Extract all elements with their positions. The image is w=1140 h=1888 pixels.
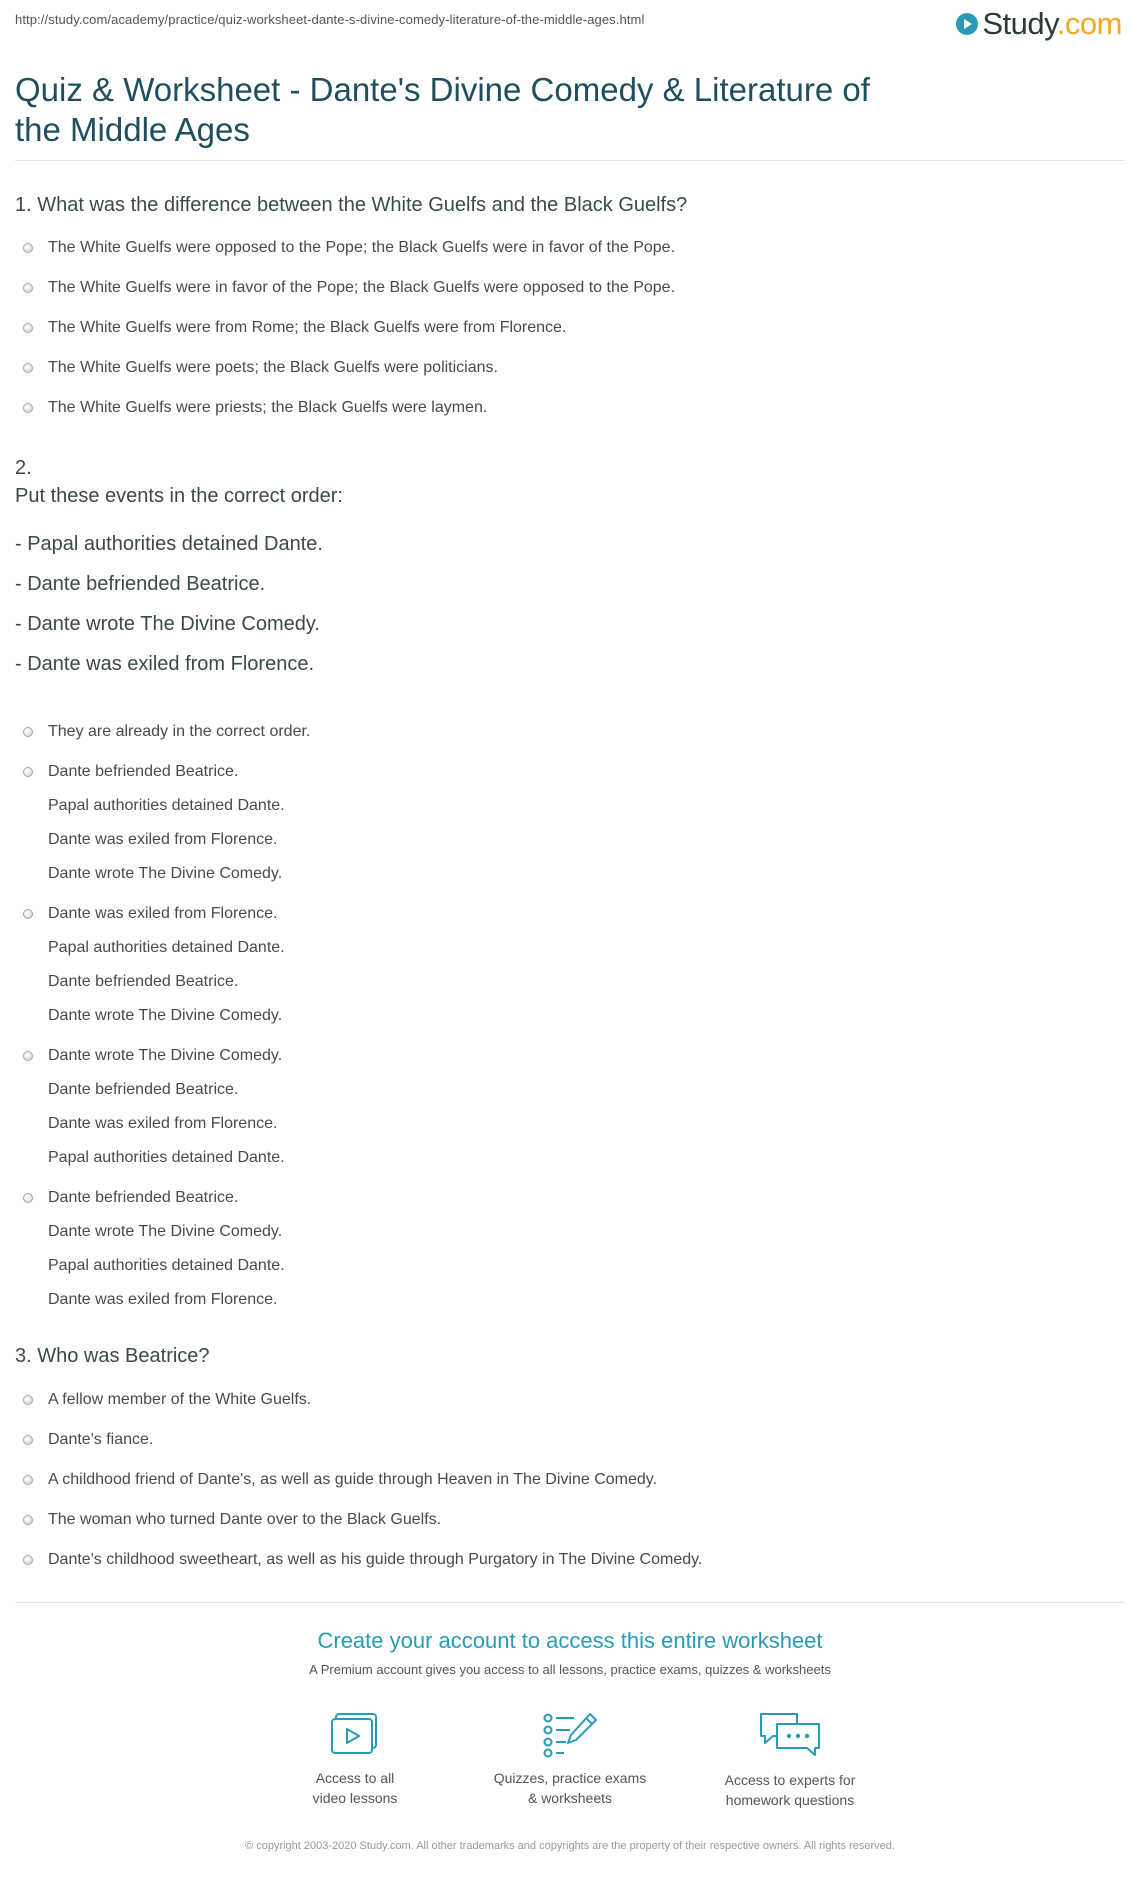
answer-option[interactable] bbox=[15, 1470, 1125, 1490]
answer-option[interactable] bbox=[15, 722, 1125, 742]
answer-option[interactable] bbox=[15, 238, 1125, 258]
divider bbox=[15, 160, 1125, 161]
answer-option[interactable] bbox=[15, 278, 1125, 298]
answer-option[interactable] bbox=[15, 1046, 1125, 1168]
option-line: Dante was exiled from Florence. bbox=[48, 831, 278, 848]
option-line: Dante was exiled from Florence. bbox=[48, 1291, 278, 1308]
feature-label: Access to all video lessons bbox=[312, 1770, 398, 1806]
question-3 bbox=[15, 1345, 210, 1368]
question-event: - Papal authorities detained Dante. bbox=[15, 533, 323, 555]
radio-button-icon[interactable] bbox=[23, 403, 33, 413]
option-line: Dante was exiled from Florence. bbox=[48, 1115, 278, 1132]
question-number: 1. bbox=[15, 194, 32, 216]
question-event: - Dante befriended Beatrice. bbox=[15, 573, 266, 595]
page-title: Quiz & Worksheet - Dante's Divine Comedy & Literature of the Middle Ages bbox=[15, 71, 870, 148]
question-1 bbox=[15, 194, 687, 217]
radio-button-icon[interactable] bbox=[23, 909, 33, 919]
copyright bbox=[0, 1838, 1140, 1855]
option-line: Dante wrote The Divine Comedy. bbox=[48, 1223, 283, 1240]
answer-option[interactable] bbox=[15, 904, 1125, 1026]
question-number: 3. bbox=[15, 1345, 32, 1367]
radio-button-icon[interactable] bbox=[23, 1395, 33, 1405]
feature-label: Quizzes, practice exams & worksheets bbox=[493, 1770, 647, 1806]
option-text: A fellow member of the White Guelfs. bbox=[48, 1391, 312, 1408]
video-lesson-icon bbox=[328, 1710, 382, 1758]
answer-option[interactable] bbox=[15, 1430, 1125, 1450]
page-url: http://study.com/academy/practice/quiz-worksheet-dante-s-divine-comedy-literature-of-the-middle-ages.html bbox=[15, 12, 645, 27]
option-line: Dante was exiled from Florence. bbox=[48, 905, 278, 922]
radio-button-icon[interactable] bbox=[23, 283, 33, 293]
premium-description: A Premium account gives you access to all lessons, practice exams, quizzes & worksheets bbox=[309, 1662, 831, 1677]
option-text: They are already in the correct order. bbox=[48, 723, 311, 740]
radio-button-icon[interactable] bbox=[23, 1475, 33, 1485]
answer-option[interactable] bbox=[15, 1188, 1125, 1310]
option-text: A childhood friend of Dante's, as well as guide through Heaven in The Divine Comedy. bbox=[48, 1471, 658, 1488]
radio-button-icon[interactable] bbox=[23, 1435, 33, 1445]
chat-bubbles-icon bbox=[757, 1710, 823, 1760]
logo-tld: .com bbox=[1056, 6, 1122, 41]
option-text: The White Guelfs were opposed to the Pope; the Black Guelfs were in favor of the Pope. bbox=[48, 239, 676, 256]
quiz-checklist-icon bbox=[540, 1710, 600, 1758]
answer-option[interactable] bbox=[15, 762, 1125, 884]
option-line: Papal authorities detained Dante. bbox=[48, 1257, 285, 1274]
question-text: Who was Beatrice? bbox=[37, 1345, 210, 1367]
option-text: The White Guelfs were priests; the Black Guelfs were laymen. bbox=[48, 399, 488, 416]
option-text: The White Guelfs were poets; the Black Guelfs were politicians. bbox=[48, 359, 498, 376]
option-line: Dante befriended Beatrice. bbox=[48, 763, 239, 780]
question-text: Put these events in the correct order: bbox=[15, 485, 343, 507]
feature-label: Access to experts for homework questions bbox=[724, 1772, 856, 1808]
answer-option[interactable] bbox=[15, 358, 1125, 378]
radio-button-icon[interactable] bbox=[23, 727, 33, 737]
feature-video-lessons bbox=[255, 1710, 455, 1808]
question-1-options bbox=[15, 238, 1125, 438]
option-line: Dante befriended Beatrice. bbox=[48, 1081, 239, 1098]
option-line: Dante befriended Beatrice. bbox=[48, 973, 239, 990]
copyright-text: © copyright 2003-2020 Study.com. All other trademarks and copyrights are the property of their respective owners. All rights reserved. bbox=[245, 1840, 895, 1852]
radio-button-icon[interactable] bbox=[23, 323, 33, 333]
radio-button-icon[interactable] bbox=[23, 243, 33, 253]
answer-option[interactable] bbox=[15, 318, 1125, 338]
feature-experts bbox=[690, 1710, 890, 1810]
option-text: Dante's childhood sweetheart, as well as his guide through Purgatory in The Divine Comedy. bbox=[48, 1551, 703, 1568]
question-event: - Dante was exiled from Florence. bbox=[15, 653, 315, 675]
option-text: Dante's fiance. bbox=[48, 1431, 154, 1448]
answer-option[interactable] bbox=[15, 1550, 1125, 1570]
question-2-options bbox=[15, 708, 1125, 1330]
radio-button-icon[interactable] bbox=[23, 767, 33, 777]
question-2 bbox=[15, 456, 343, 684]
answer-option[interactable] bbox=[15, 1510, 1125, 1530]
option-line: Dante wrote The Divine Comedy. bbox=[48, 1007, 283, 1024]
option-text: The White Guelfs were from Rome; the Black Guelfs were from Florence. bbox=[48, 319, 567, 336]
play-circle-icon bbox=[955, 12, 979, 36]
radio-button-icon[interactable] bbox=[23, 1515, 33, 1525]
option-line: Papal authorities detained Dante. bbox=[48, 939, 285, 956]
question-event: - Dante wrote The Divine Comedy. bbox=[15, 613, 320, 635]
option-line: Dante befriended Beatrice. bbox=[48, 1189, 239, 1206]
radio-button-icon[interactable] bbox=[23, 1193, 33, 1203]
radio-button-icon[interactable] bbox=[23, 363, 33, 373]
option-text: The woman who turned Dante over to the Black Guelfs. bbox=[48, 1511, 442, 1528]
divider bbox=[15, 1602, 1125, 1603]
create-account-link[interactable]: Create your account to access this entire worksheet bbox=[317, 1628, 823, 1653]
radio-button-icon[interactable] bbox=[23, 1051, 33, 1061]
answer-option[interactable] bbox=[15, 398, 1125, 418]
option-line: Dante wrote The Divine Comedy. bbox=[48, 865, 283, 882]
option-line: Papal authorities detained Dante. bbox=[48, 797, 285, 814]
logo-text bbox=[982, 6, 1122, 42]
question-text: What was the difference between the White Guelfs and the Black Guelfs? bbox=[37, 194, 688, 216]
radio-button-icon[interactable] bbox=[23, 1555, 33, 1565]
question-number: 2. bbox=[15, 457, 32, 479]
option-text: The White Guelfs were in favor of the Pope; the Black Guelfs were opposed to the Pope. bbox=[48, 279, 676, 296]
option-line: Dante wrote The Divine Comedy. bbox=[48, 1047, 283, 1064]
logo-brand: Study bbox=[982, 6, 1057, 41]
study-logo[interactable] bbox=[955, 6, 1122, 42]
option-line: Papal authorities detained Dante. bbox=[48, 1149, 285, 1166]
feature-quizzes bbox=[470, 1710, 670, 1808]
answer-option[interactable] bbox=[15, 1390, 1125, 1410]
question-3-options bbox=[15, 1390, 1125, 1590]
